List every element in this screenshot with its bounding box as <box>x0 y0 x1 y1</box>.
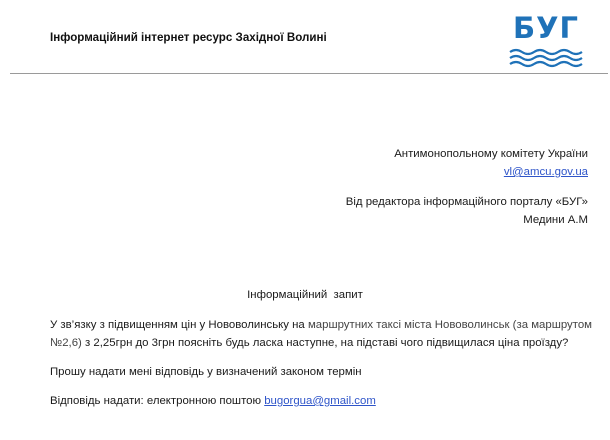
request-text: У зв’язку з підвищенням цін у Нововолинську на <box>50 319 308 331</box>
addressee-email-line <box>504 166 588 178</box>
response-email-link[interactable]: bugorgua@gmail.com <box>264 395 376 407</box>
request-text-route: маршрутних таксі міста Нововолинськ (за маршрутом <box>307 319 592 331</box>
request-paragraph-line-2 <box>50 337 590 349</box>
sender-name: Медини А.М <box>523 214 588 226</box>
request-text-route-number: №2,6) <box>50 337 82 349</box>
request-text-question: з 2,25грн до 3грн поясніть будь ласка наступне, на підставі чого підвищилася ціна проїзду? <box>81 337 569 349</box>
response-email-paragraph <box>50 395 590 407</box>
request-heading: Інформаційний запит <box>247 289 363 301</box>
sender-line: Від редактора інформаційного порталу «БУГ» <box>345 196 588 208</box>
logo-text: БУГ <box>513 11 579 45</box>
header-title: Інформаційний інтернет ресурс Західної Волині <box>50 31 327 44</box>
bug-logo <box>506 10 586 68</box>
response-email-label: Відповідь надати: електронною поштою <box>50 395 265 407</box>
response-deadline-paragraph: Прошу надати мені відповідь у визначений законом термін <box>50 366 362 378</box>
addressee-line: Антимонопольному комітету України <box>394 148 588 160</box>
header-divider <box>10 73 608 74</box>
request-paragraph-line-1 <box>50 319 590 331</box>
addressee-email-link[interactable]: vl@amcu.gov.ua <box>503 166 588 178</box>
wave-icon <box>506 46 586 68</box>
